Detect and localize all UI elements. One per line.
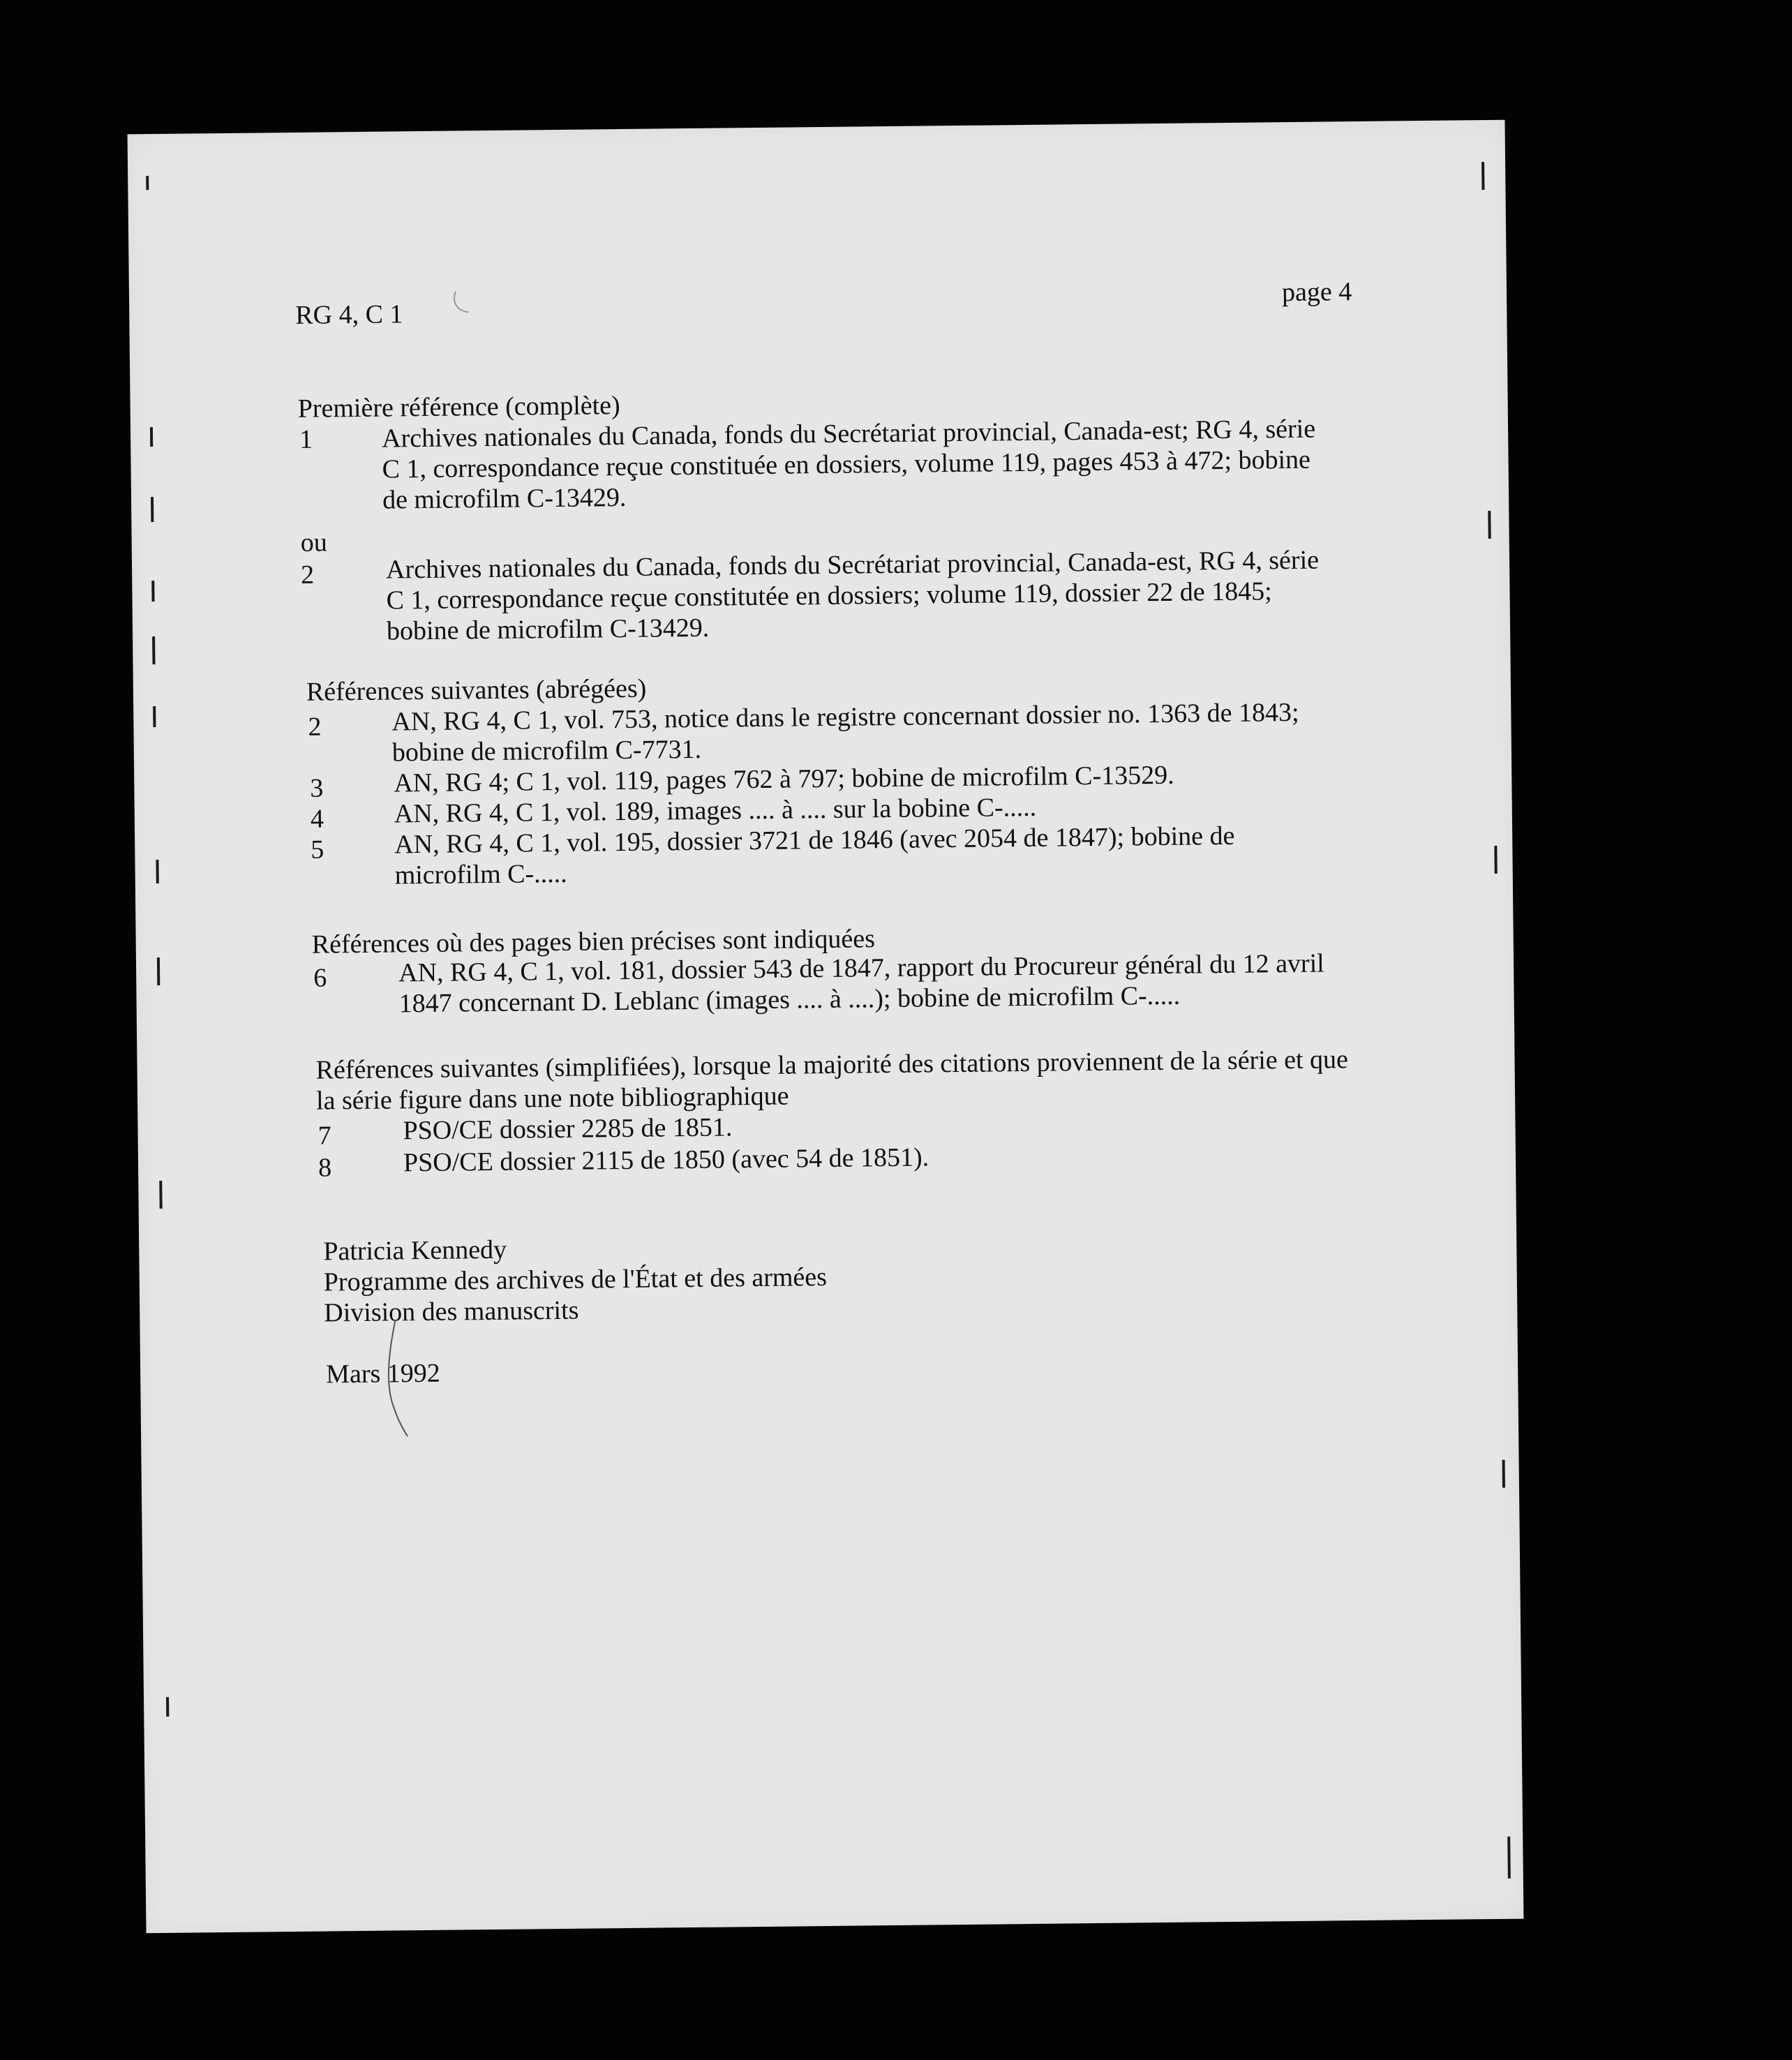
entry-number: 2	[308, 712, 322, 742]
entry-number: 4	[310, 804, 324, 834]
entry-number: 3	[310, 773, 324, 803]
edge-mark	[151, 497, 154, 522]
edge-mark	[1494, 846, 1497, 874]
entry-line: Archives nationales du Canada, fonds du Secrétariat provincial, Canada-est; RG 4, série	[381, 414, 1316, 454]
entry-number: 2	[300, 560, 315, 590]
entry-line: bobine de microfilm C-13429.	[386, 613, 710, 646]
entry-number: 7	[318, 1121, 331, 1151]
edge-mark	[151, 581, 154, 602]
entry-text	[382, 413, 1366, 516]
entry-line: 1847 concernant D. Leblanc (images .... à ....); bobine de microfilm C-.....	[398, 980, 1181, 1019]
pencil-stroke-mark	[381, 1318, 424, 1444]
edge-mark	[146, 176, 149, 190]
header-reference: RG 4, C 1	[295, 299, 403, 330]
entry-line: C 1, correspondance reçue constitutée en dossiers; volume 119, dossier 22 de 1845;	[386, 576, 1272, 615]
section-heading-simplifiees: Références suivantes (simplifiées), lorsque la majorité des citations proviennent de la série et que	[315, 1045, 1349, 1085]
edge-mark	[156, 860, 158, 883]
entry-line: AN, RG 4, C 1, vol. 753, notice dans le registre concernant dossier no. 1363 de 1843;	[391, 697, 1299, 737]
author-division: Division des manuscrits	[324, 1295, 579, 1328]
edge-mark	[153, 706, 156, 727]
entry-number: 6	[313, 963, 327, 993]
entry-number: 1	[299, 424, 313, 454]
author-name: Patricia Kennedy	[323, 1234, 507, 1267]
edge-mark	[1488, 511, 1491, 539]
entry-text	[386, 544, 1371, 647]
edge-mark	[150, 427, 153, 447]
entry-number: 5	[311, 835, 324, 865]
or-label: ou	[300, 528, 327, 558]
entry-line: PSO/CE dossier 2285 de 1851.	[403, 1112, 733, 1146]
edge-mark	[157, 957, 160, 985]
page-number: page 4	[1281, 277, 1352, 308]
document-sheet	[128, 120, 1524, 1934]
edge-mark	[152, 636, 155, 664]
entry-line: de microfilm C-13429.	[382, 482, 627, 515]
pencil-curl-mark	[450, 288, 478, 316]
edge-mark	[1502, 1460, 1505, 1488]
entry-number: 8	[318, 1153, 332, 1183]
entry-text	[391, 696, 1376, 768]
entry-line: Archives nationales du Canada, fonds du Secrétariat provincial, Canada-est, RG 4, série	[385, 545, 1320, 585]
section-heading-premiere: Première référence (complète)	[297, 391, 620, 424]
entry-line: PSO/CE dossier 2115 de 1850 (avec 54 de 1851).	[403, 1142, 929, 1178]
entry-text	[394, 819, 1379, 891]
section-heading-suivantes: Références suivantes (abrégées)	[306, 673, 647, 707]
entry-line: C 1, correspondance reçue constituée en dossiers, volume 119, pages 453 à 472; bobine	[382, 445, 1311, 484]
author-program: Programme des archives de l'État et des armées	[323, 1262, 828, 1297]
entry-text	[398, 948, 1383, 1020]
document-date: Mars 1992	[325, 1358, 441, 1389]
section-heading-simplifiees-cont: la série figure dans une note bibliographique	[315, 1081, 789, 1116]
entry-line: AN, RG 4; C 1, vol. 119, pages 762 à 797; bobine de microfilm C-13529.	[394, 760, 1174, 798]
edge-mark	[1481, 162, 1484, 190]
section-heading-precises: Références où des pages bien précises sont indiquées	[311, 924, 876, 960]
edge-mark	[159, 1181, 162, 1209]
entry-line: bobine de microfilm C-7731.	[391, 734, 702, 768]
edge-mark	[1507, 1837, 1511, 1879]
edge-mark	[166, 1697, 169, 1717]
entry-line: AN, RG 4, C 1, vol. 189, images .... à .... sur la bobine C-.....	[394, 792, 1037, 829]
entry-line: AN, RG 4, C 1, vol. 195, dossier 3721 de 1846 (avec 2054 de 1847); bobine de	[394, 821, 1235, 860]
entry-line: AN, RG 4, C 1, vol. 181, dossier 543 de 1847, rapport du Procureur général du 12 avril	[398, 948, 1324, 988]
entry-line: microfilm C-.....	[394, 858, 567, 890]
